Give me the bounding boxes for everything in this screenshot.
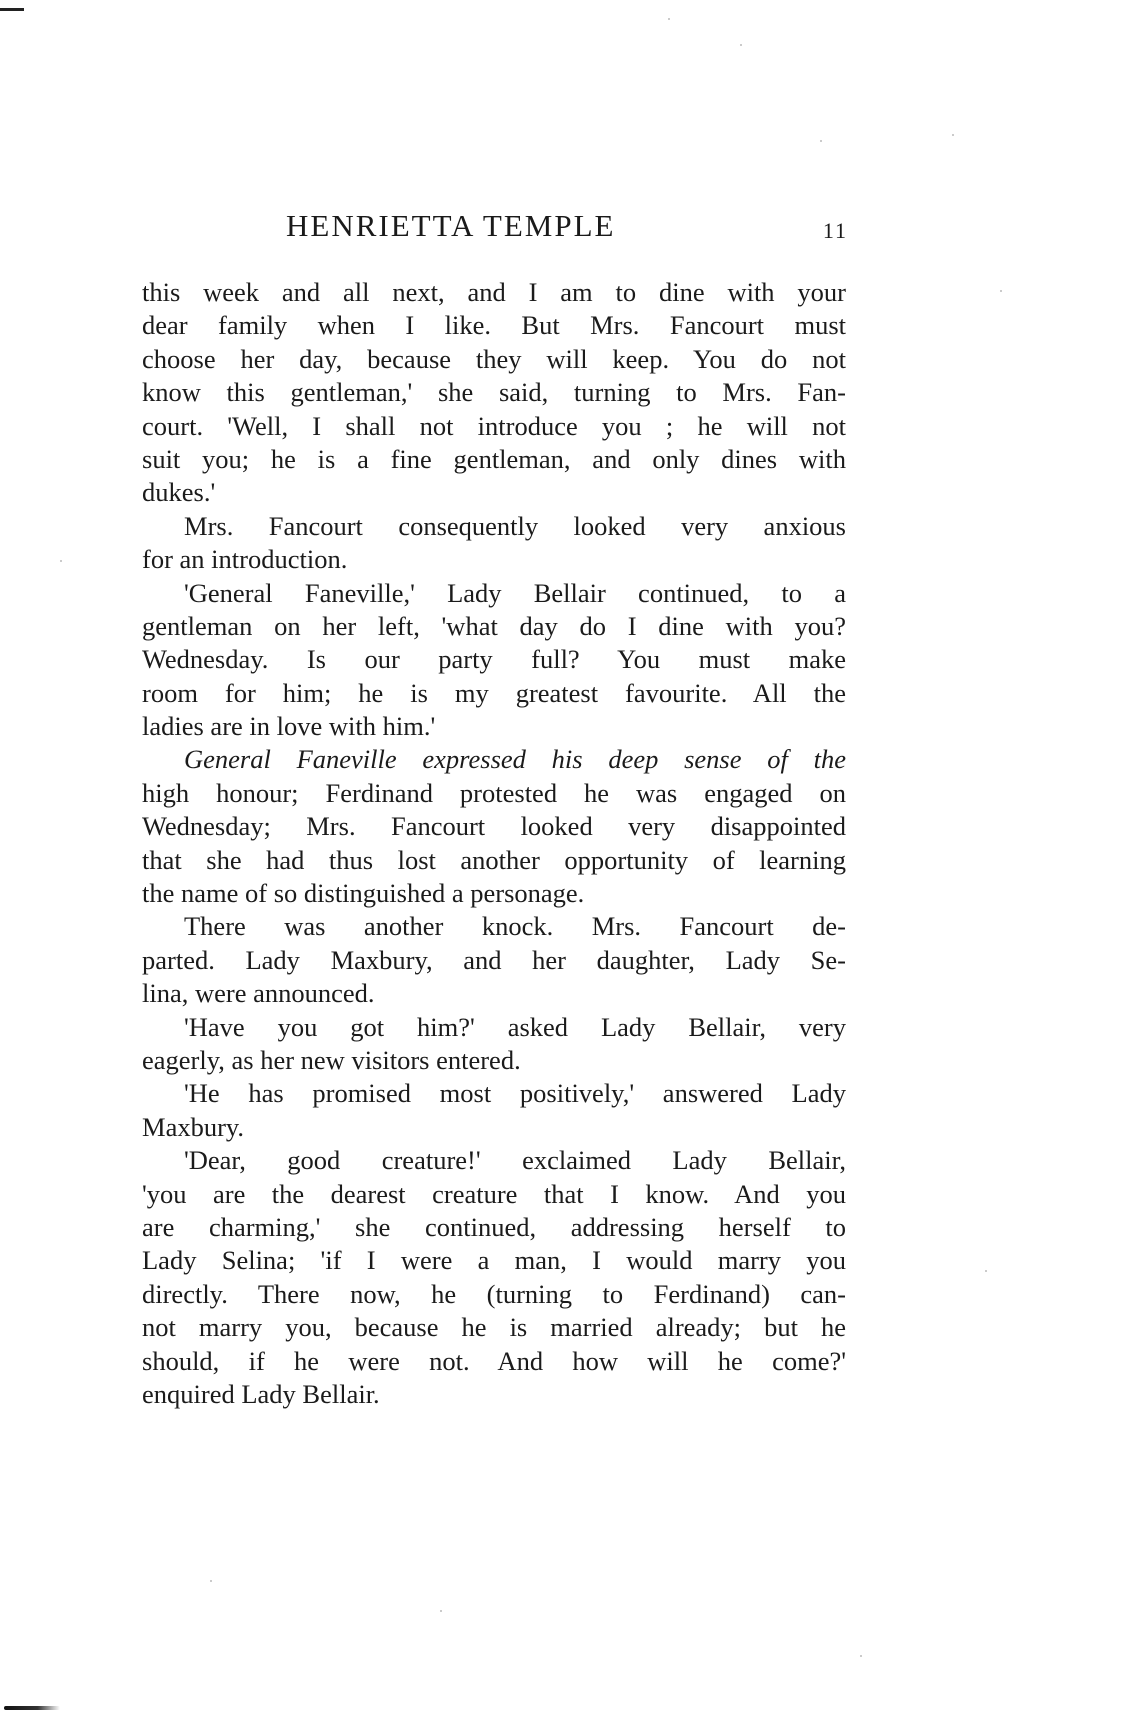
paper-speck (60, 560, 62, 562)
paper-speck (668, 18, 670, 20)
scan-edge-mark (4, 1706, 60, 1710)
text-line: for an introduction. (142, 544, 348, 575)
text-line: not marry you, because he is married already; but he (142, 1312, 846, 1343)
text-line: Mrs. Fancourt consequently looked very anxious (184, 510, 846, 541)
text-line: 'Have you got him?' asked Lady Bellair, very (184, 1011, 846, 1042)
text-line: room for him; he is my greatest favourite. All the (142, 677, 846, 708)
scan-edge-mark (0, 8, 24, 11)
text-line: the name of so distinguished a personage. (142, 878, 585, 909)
text-line: 'General Faneville,' Lady Bellair continued, to a (184, 577, 846, 608)
paper-speck (952, 134, 954, 136)
text-line: directly. There now, he (turning to Ferdinand) can- (142, 1278, 846, 1309)
text-line: Maxbury. (142, 1111, 245, 1142)
body-text (142, 276, 846, 1411)
text-line: Wednesday. Is our party full? You must make (142, 644, 846, 675)
text-line: court. 'Well, I shall not introduce you ; he will not (142, 410, 846, 441)
running-head (140, 208, 850, 248)
paper-speck (985, 1270, 987, 1272)
text-line: know this gentleman,' she said, turning to Mrs. Fan- (142, 377, 846, 408)
text-line: lina, were announced. (142, 978, 375, 1009)
text-line: There was another knock. Mrs. Fancourt de- (184, 911, 846, 942)
paper-speck (740, 44, 742, 46)
text-line: are charming,' she continued, addressing herself to (142, 1211, 846, 1242)
text-line: this week and all next, and I am to dine with your (142, 277, 846, 307)
text-line: Lady Selina; 'if I were a man, I would marry you (142, 1245, 846, 1276)
text-line: parted. Lady Maxbury, and her daughter, Lady Se- (142, 944, 846, 975)
text-line: 'you are the dearest creature that I know. And you (142, 1178, 846, 1209)
text-line: dukes.' (142, 477, 216, 508)
text-line: high honour; Ferdinand protested he was engaged on (142, 777, 846, 808)
paper-speck (1000, 290, 1002, 292)
text-line: 'He has promised most positively,' answered Lady (184, 1078, 846, 1109)
text-line: suit you; he is a fine gentleman, and only dines with (142, 443, 846, 474)
text-line: that she had thus lost another opportunity of learning (142, 844, 846, 875)
text-line: should, if he were not. And how will he come?' (142, 1345, 846, 1376)
text-line: eagerly, as her new visitors entered. (142, 1044, 521, 1075)
text-line: General Faneville expressed his deep sense of the (184, 744, 846, 775)
text-line: ladies are in love with him.' (142, 711, 436, 742)
paper-speck (440, 1610, 442, 1612)
paper-speck (860, 1655, 862, 1657)
text-line: dear family when I like. But Mrs. Fancourt must (142, 310, 846, 341)
page-number: 11 (822, 218, 848, 243)
paper-speck (210, 1580, 212, 1582)
running-title: HENRIETTA TEMPLE (286, 208, 616, 243)
text-line: Wednesday; Mrs. Fancourt looked very disappointed (142, 811, 846, 842)
text-line: gentleman on her left, 'what day do I dine with you? (142, 610, 846, 641)
text-line: 'Dear, good creature!' exclaimed Lady Bellair, (184, 1145, 846, 1176)
text-line: enquired Lady Bellair. (142, 1378, 380, 1409)
paper-speck (820, 140, 822, 142)
text-line: choose her day, because they will keep. You do not (142, 343, 846, 374)
